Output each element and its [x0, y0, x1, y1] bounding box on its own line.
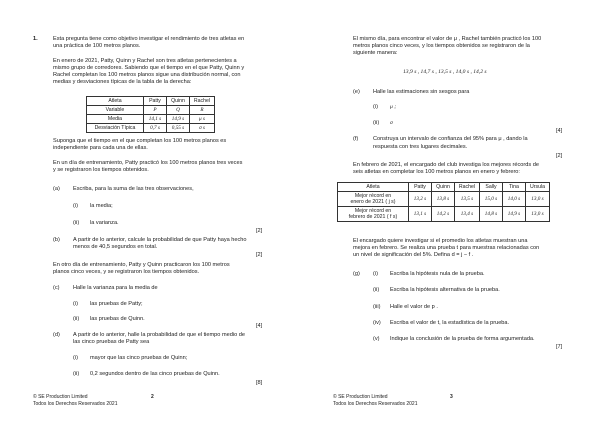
paragraph-line: En un día de entrenamiento, Patty practicó los 100 metros planos tres veces: [53, 160, 243, 166]
part-text: Escriba, para la suma de las tres observaciones,: [73, 186, 194, 192]
page-number: 2: [151, 394, 154, 400]
table-header-cell: Patty: [144, 97, 167, 106]
part-text: Halle la varianza para la media de: [73, 285, 158, 291]
table-header-cell: Patty: [409, 183, 432, 192]
table-header-cell: Tina: [503, 183, 526, 192]
paragraph-line: mismo grupo de corredores. Sabiendo que el tiempo en el que Patty, Quinn y: [53, 65, 245, 71]
part-label: (c): [53, 285, 60, 291]
table-header-cell: Atleta: [87, 97, 144, 106]
row-label-line: Mejor récord en: [354, 208, 392, 214]
table-row-label: [338, 192, 409, 207]
question-number: 1.: [33, 36, 38, 42]
subpart-text: la varianza.: [90, 220, 119, 226]
table-header-row: [87, 97, 215, 106]
subpart-label: (i): [73, 203, 78, 209]
paragraph-line: En otro día de entrenamiento, Patty y Quinn practicaron los 100 metros: [53, 262, 230, 268]
part-label: (e): [353, 89, 360, 95]
footer-rights: Todos los Derechos Reservados 2021: [333, 401, 418, 407]
subpart-text: mayor que las cinco pruebas de Quinn;: [90, 355, 188, 361]
subpart-text: Escriba la hipótesis alternativa de la prueba.: [390, 287, 500, 293]
table-cell: 14,9 s: [167, 115, 190, 124]
table-cell: 15,0 s: [480, 192, 503, 207]
table-cell: P: [144, 106, 167, 115]
table-cell: μ s: [190, 115, 215, 124]
paragraph-line: En enero de 2021, Patty, Quinn y Rachel son tres atletas pertenecientes a: [53, 58, 237, 64]
table-header-row: [338, 183, 550, 192]
table-row-label: [338, 207, 409, 222]
part-text: las cinco pruebas de Patty sea: [73, 339, 150, 345]
marks: [2]: [556, 153, 563, 159]
table-header-cell: Ursula: [526, 183, 550, 192]
paragraph-line: metros planos cinco veces, y los tiempos obtenidos se registraron de la: [353, 43, 530, 49]
table-cell: 13,0 s: [526, 207, 550, 222]
table-cell: 13,2 s: [409, 192, 432, 207]
table-cell: 0,7 s: [144, 124, 167, 133]
paragraph-line: medias y desviaciones típicas de la tabla de la derecha:: [53, 79, 192, 85]
subpart-text: Escriba la hipótesis nula de la prueba.: [390, 271, 485, 277]
subpart-label: (ii): [73, 316, 80, 322]
part-text: Halle las estimaciones sin sesgos para: [373, 89, 470, 95]
part-label: (f): [353, 136, 359, 142]
table-cell: R: [190, 106, 215, 115]
subpart-label: (ii): [73, 371, 80, 377]
table-cell: Variable: [87, 106, 144, 115]
table-header-cell: Atleta: [338, 183, 409, 192]
row-label-line: enero de 2021 ( j s): [350, 199, 396, 205]
paragraph-line: y se registraron los tiempos obtenidos.: [53, 167, 149, 173]
paragraph-line: seis atletas en completar los 100 metros planos en enero y febrero:: [353, 169, 520, 175]
subpart-text: σ: [390, 120, 393, 126]
subpart-text: Halle el valor de p .: [390, 304, 438, 310]
subpart-label: (i): [73, 301, 78, 307]
paragraph-line: El mismo día, para encontrar el valor de μ , Rachel también practicó los 100: [353, 36, 542, 42]
table-header-cell: Quinn: [167, 97, 190, 106]
table-header-cell: Rachel: [190, 97, 215, 106]
subpart-label: (ii): [373, 287, 380, 293]
paragraph-line: mejora en febrero. Se realiza una prueba t para muestras relacionadas con: [353, 245, 540, 251]
table-cell: 13,8 s: [432, 192, 455, 207]
table-cell: 14,0 s: [503, 192, 526, 207]
footer-copyright: © SE Production Limited: [333, 394, 388, 400]
page-number: 3: [450, 394, 453, 400]
subpart-text: la media;: [90, 203, 113, 209]
subpart-text: las pruebas de Patty;: [90, 301, 143, 307]
subpart-label: (i): [373, 271, 378, 277]
paragraph-line: Suponga que el tiempo en el que completan los 100 metros planos es: [53, 138, 227, 144]
table-header-cell: Rachel: [455, 183, 480, 192]
paragraph-line: un nivel de significación del 5%. Defina d = j − f .: [353, 252, 474, 258]
marks: [2]: [256, 228, 263, 234]
part-text: A partir de lo anterior, halle la probabilidad de que el tiempo medio de: [73, 332, 245, 338]
subpart-label: (iii): [373, 304, 381, 310]
row-label-line: Mejor récord en: [354, 193, 392, 199]
paragraph-line: independiente para cada una de ellas.: [53, 145, 148, 151]
table-row: [338, 192, 550, 207]
table-cell: Q: [167, 106, 190, 115]
part-label: (g): [353, 271, 360, 277]
subpart-label: (ii): [373, 120, 380, 126]
table-cell: Media: [87, 115, 144, 124]
footer-rights: Todos los Derechos Reservados 2021: [33, 401, 118, 407]
table-row: [87, 106, 215, 115]
subpart-label: (i): [373, 104, 378, 110]
subpart-label: (i): [73, 355, 78, 361]
marks: [7]: [556, 344, 563, 350]
part-text: Construya un intervalo de confianza del 95% para μ , dando la: [373, 136, 528, 142]
records-table: [337, 182, 550, 222]
athletes-table: [86, 96, 215, 133]
table-row: [338, 207, 550, 222]
intro-line: una práctica de 100 metros planos.: [53, 43, 141, 49]
intro-line: Esta pregunta tiene como objetivo investigar el rendimiento de tres atletas en: [53, 36, 245, 42]
table-header-cell: Sally: [480, 183, 503, 192]
subpart-label: (iv): [373, 320, 381, 326]
paragraph-line: En febrero de 2021, el encargado del club investiga los mejores récords de: [353, 162, 539, 168]
part-text: A partir de lo anterior, calcule la probabilidad de que Patty haya hecho: [73, 237, 247, 243]
table-cell: 13,5 s: [455, 192, 480, 207]
table-cell: 0,55 s: [167, 124, 190, 133]
table-cell: 13,1 s: [409, 207, 432, 222]
footer-copyright: © SE Production Limited: [33, 394, 88, 400]
table-cell: 14,8 s: [480, 207, 503, 222]
part-label: (d): [53, 332, 60, 338]
table-cell: 14,2 s: [432, 207, 455, 222]
subpart-text: Indique la conclusión de la prueba de forma argumentada.: [390, 336, 535, 342]
paragraph-line: El encargado quiere investigar si el promedio los atletas muestran una: [353, 238, 528, 244]
subpart-text: 0,2 segundos dentro de las cinco pruebas de Quinn.: [90, 371, 220, 377]
marks: [8]: [256, 380, 263, 386]
recorded-times: 13,9 s , 14,7 s , 13,5 s , 14,0 s , 14,2 s: [403, 69, 487, 75]
subpart-text: Escriba el valor de t, la estadística de la prueba.: [390, 320, 510, 326]
part-text: respuesta con tres lugares decimales.: [373, 144, 468, 150]
table-row: [87, 115, 215, 124]
subpart-text: μ ;: [390, 104, 397, 110]
marks: [2]: [256, 252, 263, 258]
part-label: (b): [53, 237, 60, 243]
table-header-cell: Quinn: [432, 183, 455, 192]
table-cell: 13,4 s: [455, 207, 480, 222]
marks: [4]: [556, 128, 563, 134]
paragraph-line: siguiente manera:: [353, 50, 398, 56]
row-label-line: febrero de 2021 ( f s): [348, 214, 398, 220]
marks: [4]: [256, 323, 263, 329]
table-row: [87, 124, 215, 133]
subpart-label: (ii): [73, 220, 80, 226]
part-text: menos de 40,5 segundos en total.: [73, 244, 158, 250]
table-cell: Desviación Típica: [87, 124, 144, 133]
paragraph-line: planos cinco veces, y se registraron los tiempos obtenidos.: [53, 269, 200, 275]
paragraph-line: Rachel completan los 100 metros planos sigue una distribución normal, con: [53, 72, 241, 78]
subpart-text: las pruebas de Quinn.: [90, 316, 145, 322]
part-label: (a): [53, 186, 60, 192]
table-cell: 14,9 s: [503, 207, 526, 222]
table-cell: 14,1 s: [144, 115, 167, 124]
table-cell: σ s: [190, 124, 215, 133]
subpart-label: (v): [373, 336, 380, 342]
table-cell: 13,0 s: [526, 192, 550, 207]
